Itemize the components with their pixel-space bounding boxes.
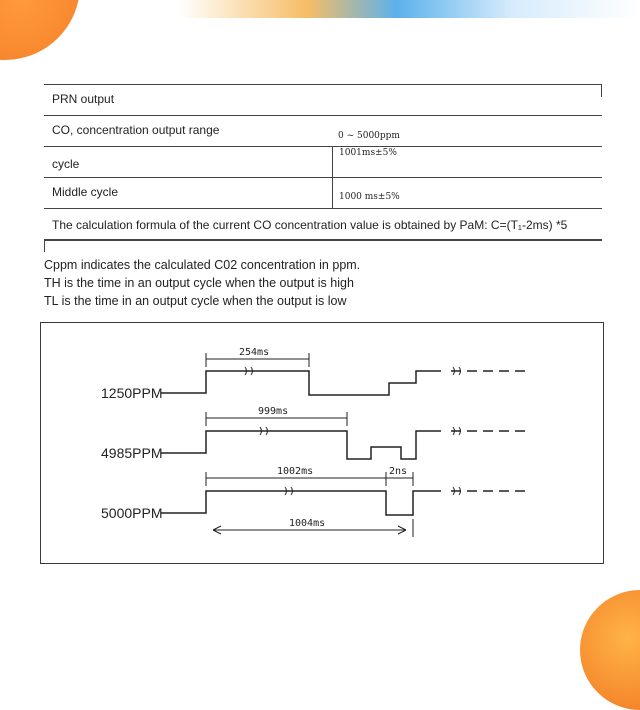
timing-label-2ns: 2ns: [389, 466, 408, 477]
decorative-top-banner: [0, 0, 640, 18]
timing-diagram: [40, 322, 604, 564]
row-value: 1001ms±5%: [332, 147, 397, 177]
table-row: [44, 177, 602, 208]
timing-label-254ms: 254ms: [239, 347, 270, 358]
note-th: TH is the time in an output cycle when the output is high: [44, 276, 354, 290]
row-label: PRN output: [52, 92, 115, 106]
timing-label-1004ms: 1004ms: [289, 518, 326, 529]
note-tl: TL is the time in an output cycle when the output is low: [44, 294, 347, 308]
table-row: [44, 84, 602, 115]
timing-diagram-svg: [41, 323, 603, 563]
row-value: 1000 ms±5%: [332, 178, 400, 208]
timing-label-1002ms: 1002ms: [277, 466, 314, 477]
table-row: [44, 115, 602, 146]
row-label: CO, concentration output range: [52, 123, 220, 137]
waveform-1250ppm: [161, 371, 441, 395]
waveform-5000ppm: [161, 491, 441, 515]
note-cppm: Cppm indicates the calculated C02 concentration in ppm.: [44, 258, 361, 272]
signal-label-4985ppm: 4985PPM: [101, 445, 163, 461]
table-bottom-edge: [44, 239, 602, 241]
row-label: Middle cycle: [52, 185, 119, 199]
row-label: cycle: [52, 157, 80, 171]
spec-table: [44, 84, 602, 241]
signal-label-5000ppm: 5000PPM: [101, 505, 163, 521]
table-row: [44, 208, 602, 239]
notes: [44, 256, 604, 310]
signal-label-1250ppm: 1250PPM: [101, 385, 163, 401]
waveform-4985ppm: [161, 431, 441, 459]
table-row: [44, 146, 602, 177]
decorative-corner-orange-bottom: [580, 590, 640, 710]
timing-label-999ms: 999ms: [258, 406, 289, 417]
formula-text: The calculation formula of the current CO concentration value is obtained by PaM: C=(T₁-2ms) *5: [52, 218, 568, 232]
row-value: 0 ~ 5000ppm: [338, 131, 400, 141]
